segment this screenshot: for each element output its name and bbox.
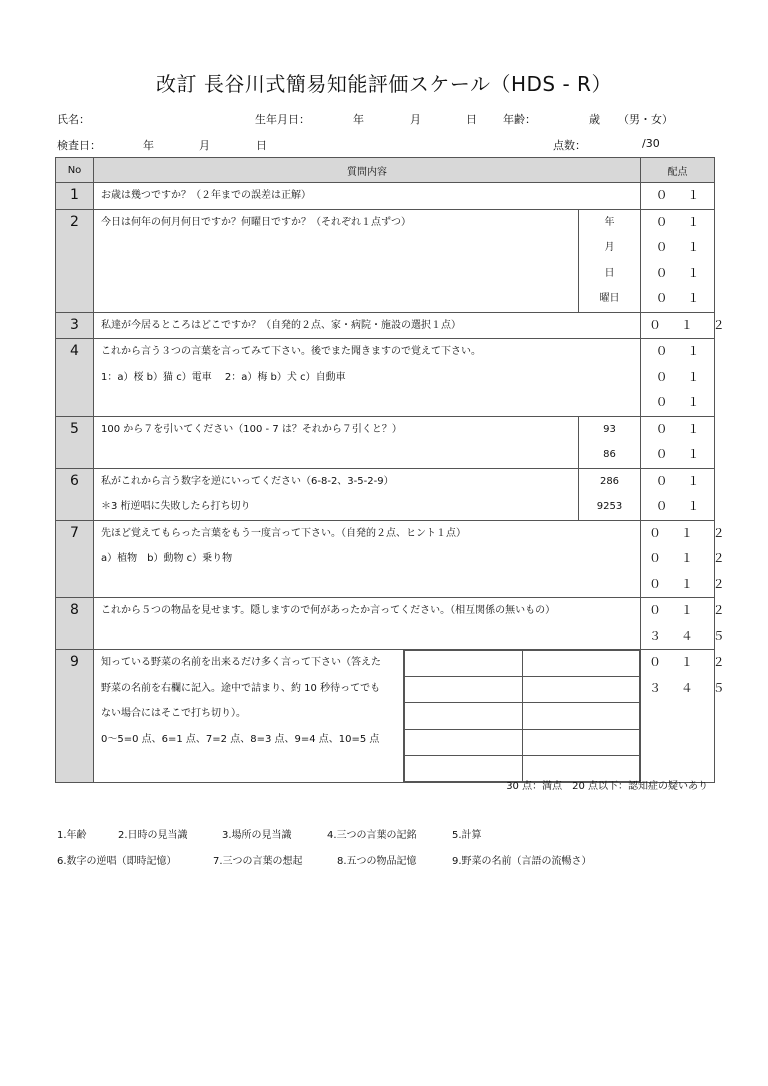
score-cell[interactable] bbox=[641, 312, 733, 339]
item-number: 6 bbox=[56, 468, 94, 520]
sub-item: 日 bbox=[604, 267, 615, 279]
score-label: 点数： bbox=[553, 139, 586, 152]
score-options[interactable]: ０ １ bbox=[655, 421, 708, 436]
score-options[interactable]: ０ １ bbox=[655, 369, 708, 384]
sub-item-cell bbox=[579, 416, 641, 468]
question-text: 今日は何年の何月何日ですか？何曜日ですか？（それぞれ１点ずつ） bbox=[101, 216, 411, 228]
table-row bbox=[56, 339, 715, 417]
score-cell[interactable] bbox=[641, 650, 733, 783]
sex-select[interactable]: （男・女） bbox=[618, 113, 673, 126]
score-options[interactable]: ０ １ bbox=[655, 447, 708, 461]
question-text: お歳は幾つですか？（２年までの誤差は正解） bbox=[101, 190, 311, 201]
assessment-table bbox=[55, 157, 733, 783]
exam-month-unit: 月 bbox=[199, 139, 210, 152]
item-number: 3 bbox=[56, 312, 94, 339]
birth-month-unit: 月 bbox=[410, 113, 421, 126]
question-cell bbox=[94, 598, 641, 650]
age-unit: 歳 bbox=[589, 113, 600, 126]
question-text: これから５つの物品を見せます。隠しますので何があったか言ってください。（相互関係の無いもの） bbox=[101, 605, 556, 616]
question-text: ない場合にはそこで打ち切り）。 bbox=[101, 708, 246, 719]
col-score-header: 配点 bbox=[641, 158, 715, 183]
question-text bbox=[101, 572, 640, 598]
table-row bbox=[56, 650, 715, 783]
item-number: 8 bbox=[56, 598, 94, 650]
question-cell bbox=[94, 650, 404, 783]
exam-year-unit: 年 bbox=[143, 139, 154, 152]
legend-item: 1.年齢 bbox=[57, 830, 87, 841]
question-text: 100 から７を引いてください（100 - 7 は？それから７引くと？） bbox=[101, 423, 402, 435]
vegetable-answer-box[interactable] bbox=[405, 755, 523, 781]
vegetable-answer-box[interactable] bbox=[405, 703, 523, 729]
score-options[interactable]: ０ １ bbox=[655, 240, 708, 254]
sub-item: 286 bbox=[599, 475, 620, 487]
score-options[interactable]: ０ １ bbox=[655, 265, 708, 280]
legend-item: 2.日時の見当識 bbox=[118, 830, 188, 841]
legend-item: 9.野菜の名前（言語の流暢さ） bbox=[452, 856, 592, 867]
item-number: 4 bbox=[56, 339, 94, 417]
question-text bbox=[101, 624, 640, 650]
vegetable-answer-box[interactable] bbox=[405, 677, 523, 703]
exam-date-label: 検査日： bbox=[57, 139, 101, 152]
sub-item: 9253 bbox=[596, 501, 623, 512]
vegetable-answer-box[interactable] bbox=[522, 651, 640, 677]
score-cell[interactable] bbox=[641, 209, 715, 312]
sub-item: 月 bbox=[604, 242, 615, 253]
sub-item: 年 bbox=[604, 216, 615, 228]
score-options[interactable]: ０ １ bbox=[655, 473, 708, 488]
birth-day-unit: 日 bbox=[466, 113, 477, 126]
question-text bbox=[101, 442, 578, 468]
item-number: 7 bbox=[56, 520, 94, 598]
birth-year-unit: 年 bbox=[353, 113, 364, 126]
scoring-criteria: 30 点：満点 20 点以下：認知症の疑いあり bbox=[506, 781, 708, 792]
vegetable-answer-grid bbox=[404, 650, 640, 782]
sub-item: 曜日 bbox=[599, 293, 620, 304]
item-number: 2 bbox=[56, 209, 94, 312]
sub-item: 93 bbox=[603, 423, 616, 435]
table-row bbox=[56, 416, 715, 468]
sub-item-cell bbox=[579, 209, 641, 312]
score-options[interactable]: ０ １ bbox=[655, 291, 708, 305]
question-cell bbox=[94, 312, 641, 339]
question-cell bbox=[94, 339, 641, 417]
score-options[interactable]: ０ １ bbox=[655, 395, 708, 409]
vegetable-answer-box[interactable] bbox=[522, 729, 640, 755]
table-header-row bbox=[56, 158, 715, 183]
item-number: 9 bbox=[56, 650, 94, 783]
question-cell bbox=[94, 520, 641, 598]
legend-item: 6.数字の逆唱（即時記憶） bbox=[57, 856, 177, 867]
question-text: 0〜5=0 点、6=1 点、7=2 点、8=3 点、9=4 点、10=5 点 bbox=[101, 733, 380, 745]
question-cell bbox=[94, 183, 641, 210]
question-cell bbox=[94, 416, 579, 468]
age-label: 年齢： bbox=[503, 113, 536, 126]
legend-item: 3.場所の見当識 bbox=[222, 830, 292, 841]
legend-item: 4.三つの言葉の記銘 bbox=[327, 830, 417, 841]
sub-item-cell bbox=[579, 468, 641, 520]
question-text bbox=[101, 390, 640, 416]
score-options[interactable]: ０ １ bbox=[655, 499, 708, 513]
vegetable-answer-box[interactable] bbox=[522, 703, 640, 729]
page-title: 改訂 長谷川式簡易知能評価スケール（HDS - R） bbox=[156, 72, 612, 96]
score-cell[interactable] bbox=[641, 468, 715, 520]
sub-item: 86 bbox=[603, 449, 616, 460]
score-cell[interactable] bbox=[641, 598, 733, 650]
name-label: 氏名： bbox=[57, 113, 90, 126]
score-options[interactable]: ３ ４ ５ bbox=[649, 628, 733, 643]
birth-date-label: 生年月日： bbox=[255, 113, 310, 126]
table-row bbox=[56, 183, 715, 210]
question-text: a）植物 b）動物 c）乗り物 bbox=[101, 553, 233, 564]
score-cell[interactable] bbox=[641, 416, 715, 468]
question-text: 先ほど覚えてもらった言葉をもう一度言って下さい。（自発的２点、ヒント１点） bbox=[101, 527, 466, 539]
question-text: 私達が今居るところはどこですか？（自発的２点、家・病院・施設の選択１点） bbox=[101, 319, 461, 331]
question-text: 私がこれから言う数字を逆にいってください（6-8-2、3-5-2-9） bbox=[101, 475, 394, 487]
item-number: 1 bbox=[56, 183, 94, 210]
score-cell[interactable] bbox=[641, 339, 715, 417]
question-text: これから言う３つの言葉を言ってみて下さい。後でまた聞きますので覚えて下さい。 bbox=[101, 346, 481, 357]
exam-day-unit: 日 bbox=[256, 139, 267, 152]
score-cell[interactable] bbox=[641, 520, 733, 598]
question-text: 1：a）桜 b）猫 c）電車 2：a）梅 b）犬 c）自動車 bbox=[101, 371, 346, 383]
table-row bbox=[56, 520, 715, 598]
table-row bbox=[56, 598, 715, 650]
legend-item: 8.五つの物品記憶 bbox=[337, 856, 417, 867]
score-options[interactable]: ０ １ ２ bbox=[649, 317, 733, 332]
vegetable-answer-cell bbox=[404, 650, 641, 783]
score-options[interactable]: ０ １ ２ bbox=[649, 603, 733, 617]
score-options[interactable]: ０ １ bbox=[655, 188, 708, 202]
score-cell[interactable] bbox=[641, 183, 715, 210]
question-cell bbox=[94, 209, 579, 312]
score-options[interactable]: ３ ４ ５ bbox=[649, 680, 733, 695]
score-options[interactable]: ０ １ ２ bbox=[649, 655, 733, 669]
legend-item: 7.三つの言葉の想起 bbox=[213, 856, 303, 867]
vegetable-answer-box[interactable] bbox=[522, 677, 640, 703]
question-text: 野菜の名前を右欄に記入。途中で詰まり、約 10 秒待ってでも bbox=[101, 682, 381, 694]
legend-item: 5.計算 bbox=[452, 830, 482, 841]
score-options[interactable]: ０ １ ２ bbox=[649, 576, 733, 591]
vegetable-answer-box[interactable] bbox=[405, 651, 523, 677]
col-question-header: 質問内容 bbox=[94, 158, 641, 183]
score-options[interactable]: ０ １ bbox=[655, 214, 708, 229]
question-text bbox=[101, 752, 403, 778]
score-max: /30 bbox=[642, 137, 660, 150]
table-row bbox=[56, 209, 715, 312]
score-options[interactable]: ０ １ bbox=[655, 344, 708, 358]
question-text: 知っている野菜の名前を出来るだけ多く言って下さい（答えた bbox=[101, 657, 381, 668]
vegetable-answer-box[interactable] bbox=[405, 729, 523, 755]
table-row bbox=[56, 312, 715, 339]
score-options[interactable]: ０ １ ２ bbox=[649, 551, 733, 565]
item-number: 5 bbox=[56, 416, 94, 468]
question-text: ＊3 桁逆唱に失敗したら打ち切り bbox=[101, 501, 251, 512]
table-row bbox=[56, 468, 715, 520]
question-cell bbox=[94, 468, 579, 520]
col-no-header: No bbox=[56, 158, 94, 183]
score-options[interactable]: ０ １ ２ bbox=[649, 525, 733, 540]
